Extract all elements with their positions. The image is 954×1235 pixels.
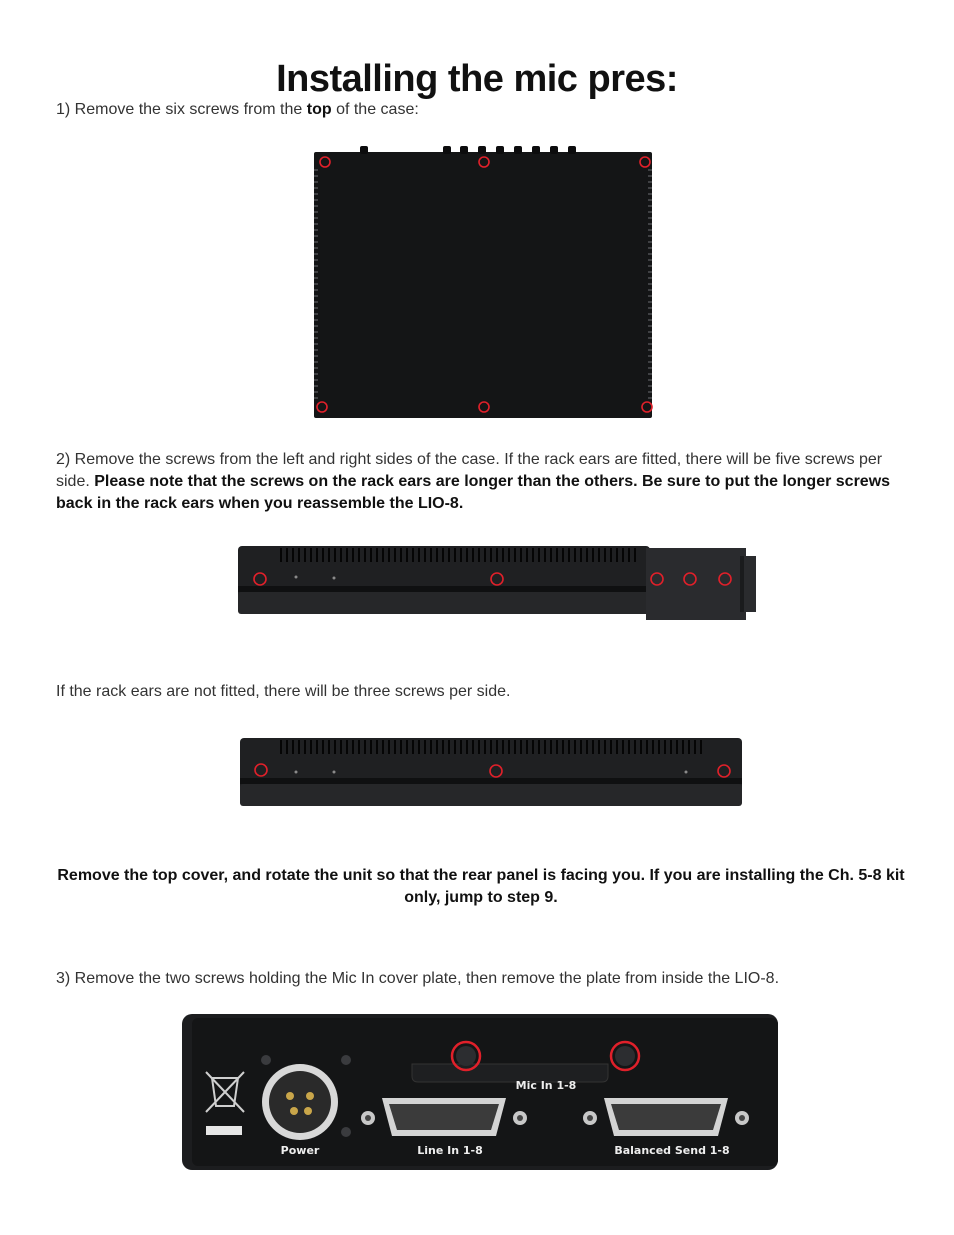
step-1-text — [56, 99, 906, 121]
notice-text: Remove the top cover, and rotate the unit so that the rear panel is facing you. If you are installing the Ch. 5-8 kit only, jump to step 9. — [57, 867, 905, 906]
page-title: Installing the mic pres: — [276, 58, 678, 100]
step-2-normal: 2) Remove the screws from the left and right sides of the case. If the rack ears are fitted, there will be five screws per side. — [56, 451, 883, 490]
power-label: Power — [280, 1144, 320, 1157]
rear-panel-photo — [182, 1014, 778, 1172]
balanced-send-label: Balanced Send 1-8 — [614, 1144, 730, 1157]
step-2-text — [56, 449, 906, 515]
step-1-before: 1) Remove the six screws from the — [56, 101, 307, 118]
mic-in-cover-plate — [412, 1064, 608, 1082]
step-3-text: 3) Remove the two screws holding the Mic In cover plate, then remove the plate from inside the LIO-8. — [56, 970, 780, 987]
screw-icon — [341, 1127, 351, 1137]
mic-in-label: Mic In 1-8 — [515, 1079, 577, 1092]
screw-icon — [261, 1055, 271, 1065]
step-1-bold: top — [306, 101, 332, 118]
top-case-photo — [310, 140, 656, 422]
weee-bar — [206, 1126, 242, 1135]
step-1-after: of the case: — [331, 101, 419, 118]
screw-icon — [615, 1046, 635, 1066]
rack-ear — [646, 548, 756, 620]
side-with-rack-ears-photo — [236, 542, 762, 622]
screw-icon — [341, 1055, 351, 1065]
no-rack-ears-text: If the rack ears are not fitted, there will be three screws per side. — [56, 683, 511, 700]
side-without-rack-ears-photo — [236, 734, 756, 810]
screw-icon — [456, 1046, 476, 1066]
step-2-bold: Please note that the screws on the rack ears are longer than the others. Be sure to put the longer screws back in the rack ears when you reassemble the LIO-8. — [56, 473, 891, 512]
line-in-label: Line In 1-8 — [417, 1144, 483, 1157]
